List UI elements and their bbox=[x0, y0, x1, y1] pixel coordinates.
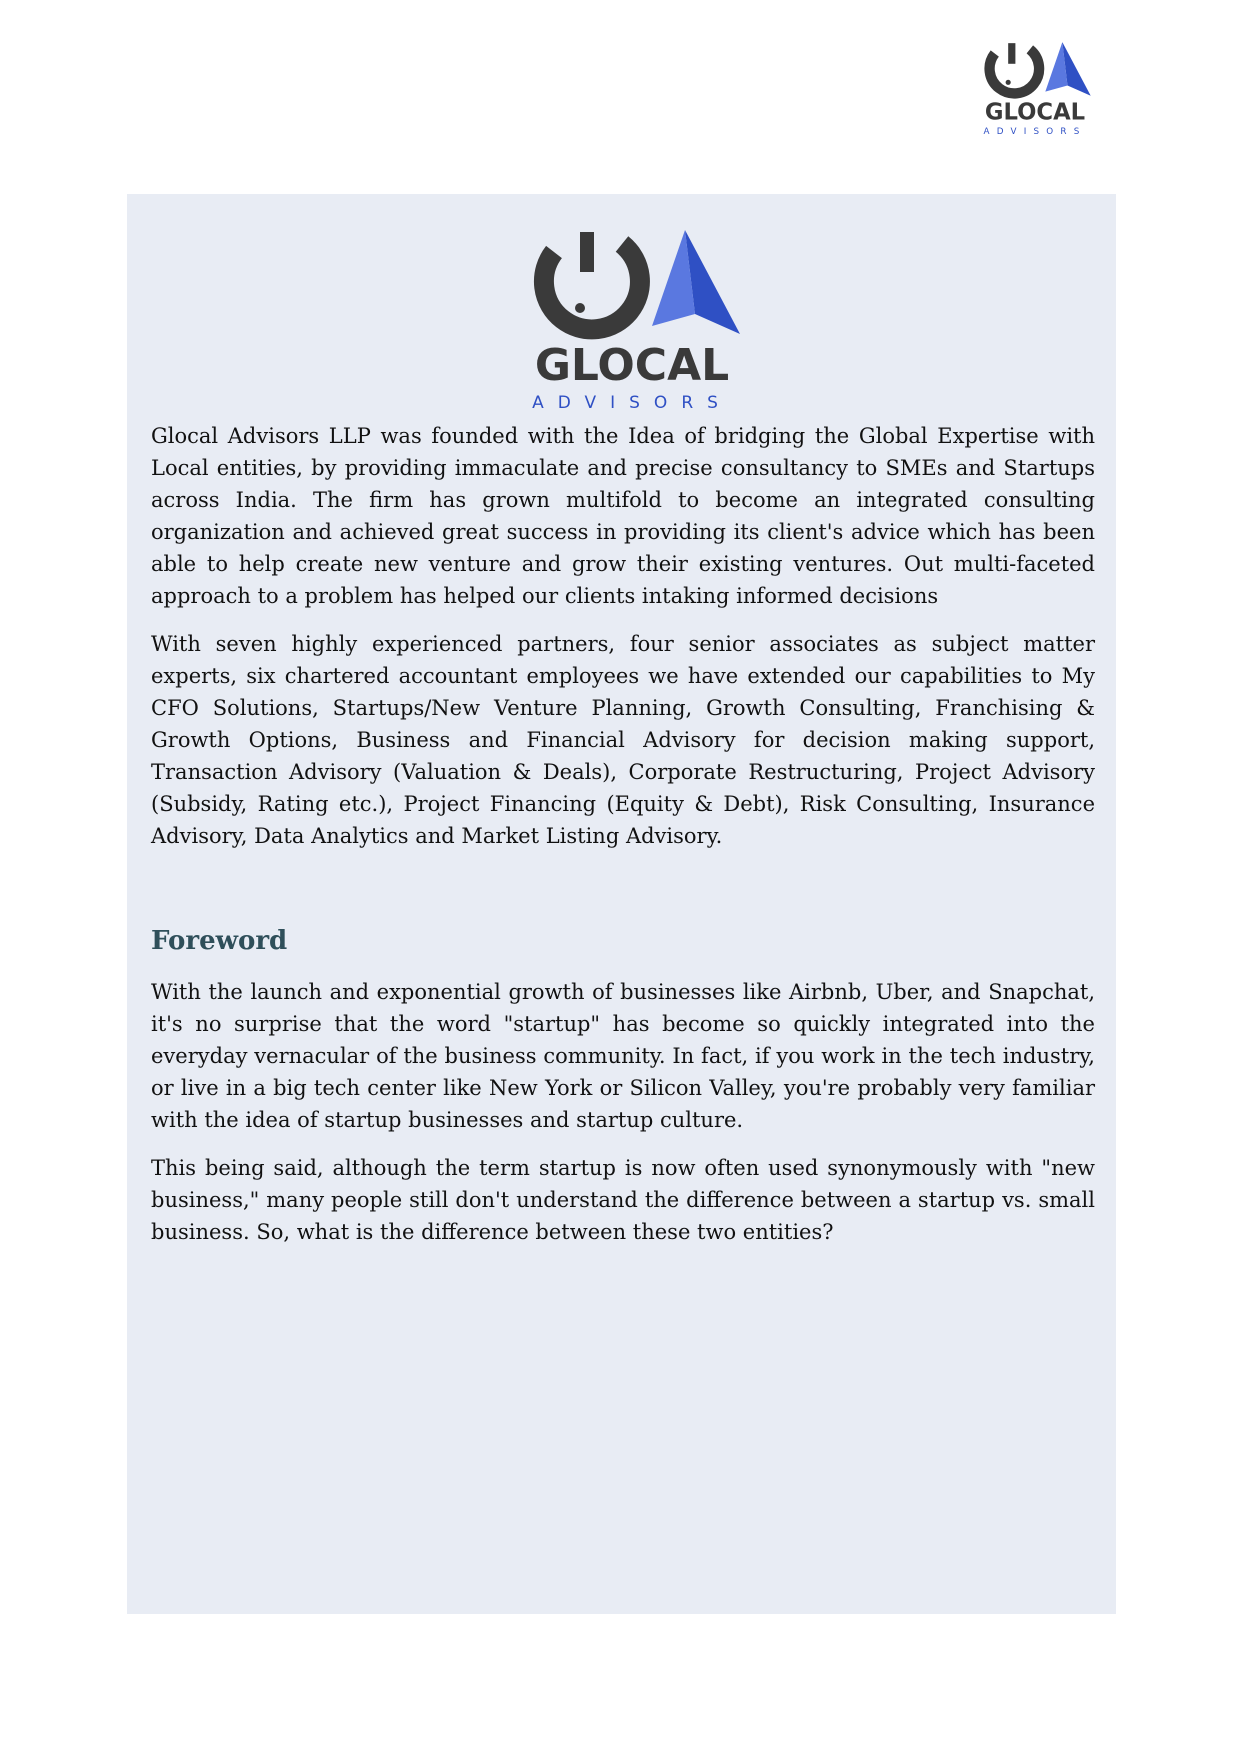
foreword-heading: Foreword bbox=[151, 926, 288, 956]
content-panel bbox=[127, 194, 1116, 1614]
logo-tagline: ADVISORS bbox=[983, 126, 1087, 136]
logo-wordmark: GLOCAL bbox=[984, 99, 1086, 126]
document-body bbox=[151, 420, 1095, 1264]
about-paragraph-2: With seven highly experienced partners, four senior associates as subject matter experts, six chartered accountant employees we have extended our capabilities to My CFO Solutions, Startups/New Venture Planning, Growth Consulting, Franchising & Growth Options, Business and Financial Advisory for decision making support, Transaction Advisory (Valuation & Deals), Corporate Restructuring, Project Advisory (Subsidy, Rating etc.), Project Financing (Equity & Debt), Risk Consulting, Insurance Advisory, Data Analytics and Market Listing Advisory. bbox=[151, 632, 1095, 848]
panel-logo bbox=[522, 222, 742, 412]
foreword-paragraph-1: With the launch and exponential growth of businesses like Airbnb, Uber, and Snapchat, it's no surprise that the word "startup" has become so quickly integrated into the everyday vernacular of the business community. In fact, if you work in the tech industry, or live in a big tech center like New York or Silicon Valley, you're probably very familiar with the idea of startup businesses and startup culture. bbox=[151, 980, 1095, 1132]
logo-tagline: ADVISORS bbox=[532, 393, 732, 412]
logo-wordmark: GLOCAL bbox=[534, 340, 730, 391]
foreword-paragraph-2: This being said, although the term startup is now often used synonymously with "new business," many people still don't understand the difference between a startup vs. small business. So, what is the difference between these two entities? bbox=[151, 1156, 1095, 1244]
about-paragraph-1: Glocal Advisors LLP was founded with the Idea of bridging the Global Expertise with Local entities, by providing immaculate and precise consultancy to SMEs and Startups across India. The firm has grown multifold to become an integrated consulting organization and achieved great success in providing its client's advice which has been able to help create new venture and grow their existing ventures. Out multi-faceted approach to a problem has helped our clients intaking informed decisions bbox=[151, 424, 1095, 608]
logo-mark bbox=[990, 42, 1091, 96]
header-logo bbox=[978, 38, 1092, 136]
logo-mark bbox=[544, 230, 740, 334]
